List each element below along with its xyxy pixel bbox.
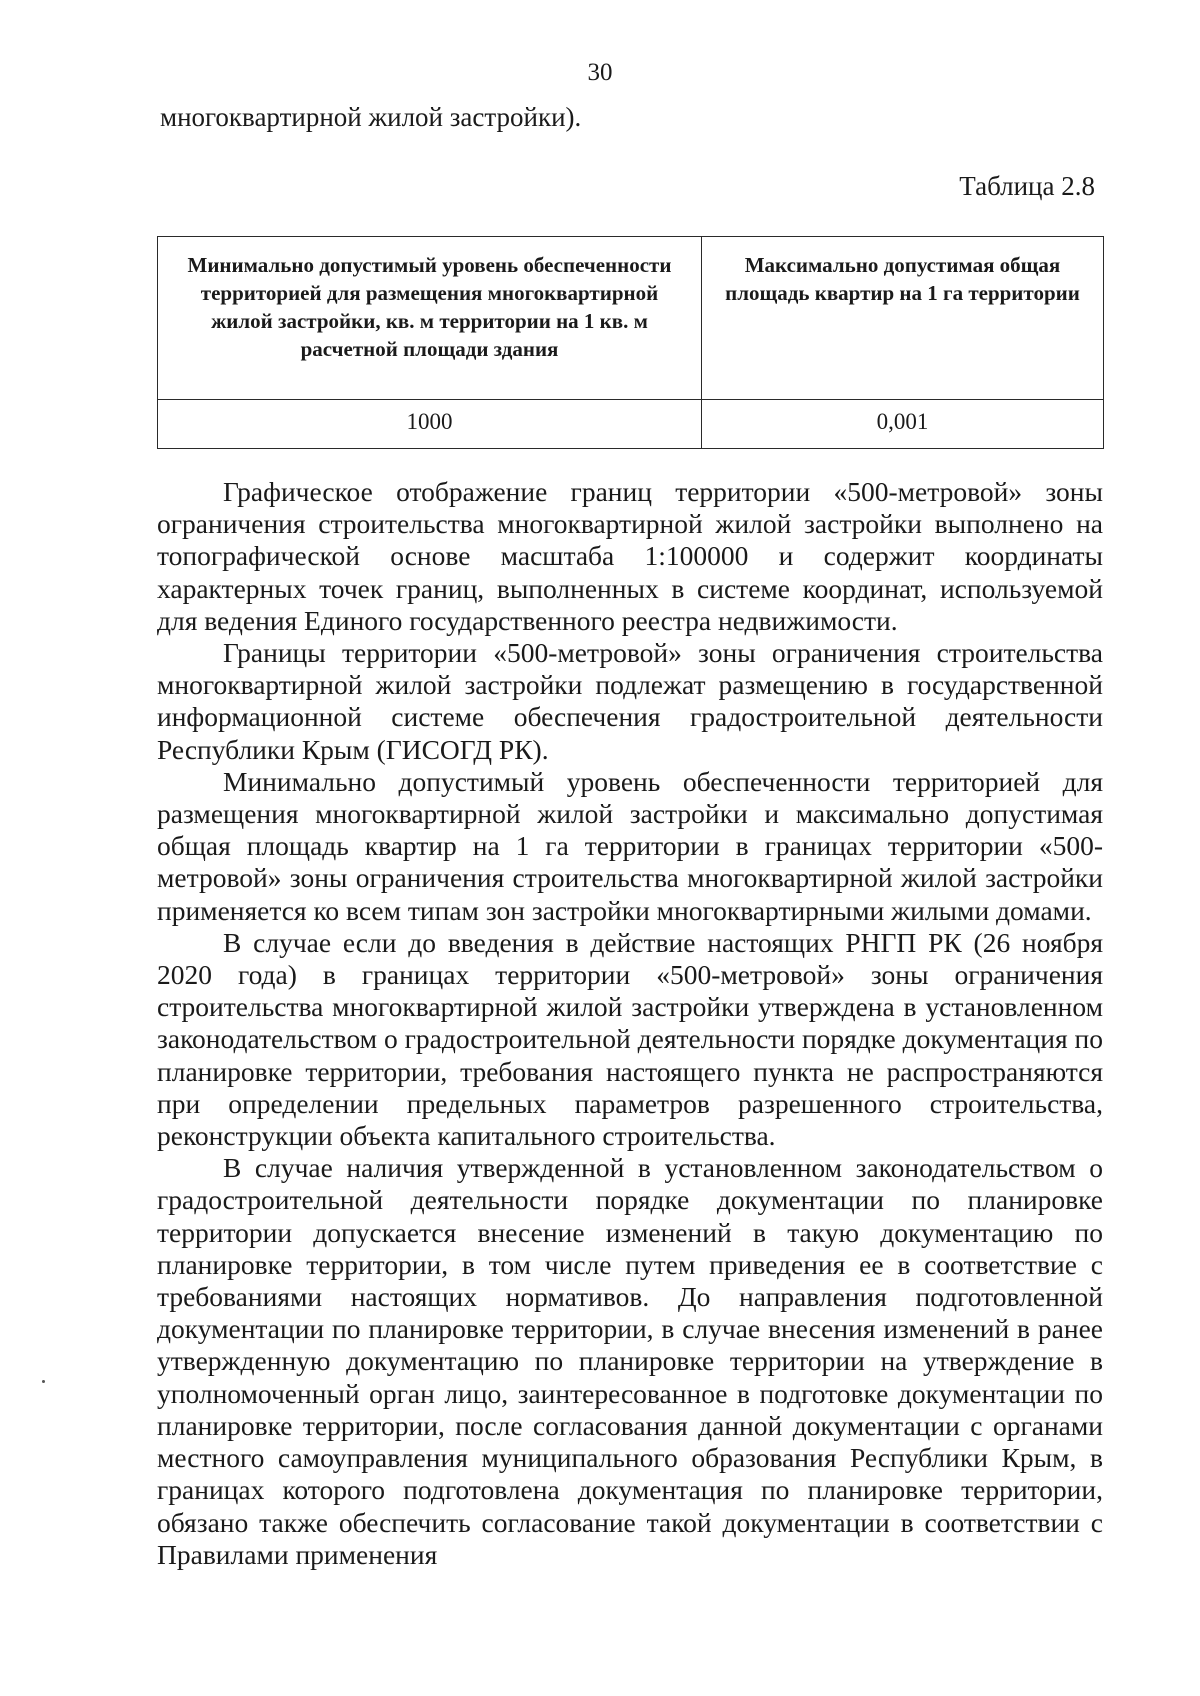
table-header-max-area: Максимально допустимая общая площадь квартир на 1 га территории <box>702 237 1104 400</box>
table-cell-max-area: 0,001 <box>702 400 1104 449</box>
table-header-row <box>158 237 1104 400</box>
table-header-min-provision: Минимально допустимый уровень обеспеченности территорией для размещения многоквартирной жилой застройки, кв. м территории на 1 кв. м расчетной площади здания <box>158 237 702 400</box>
page-number: 30 <box>587 59 613 86</box>
paragraph: Графическое отображение границ территории «500-метровой» зоны ограничения строительства многоквартирной жилой застройки выполнено на топографической основе масштаба 1:100000 и содержит координаты характерных точек границ, выполненных в системе координат, используемой для ведения Единого государственного реестра недвижимости. <box>157 476 1103 636</box>
continuation-text: многоквартирной жилой застройки). <box>160 102 582 132</box>
paragraph: В случае наличия утвержденной в установленном законодательством о градостроительной деятельности порядке документации по планировке территории допускается внесение изменений в такую документацию по планировке территории, в том числе путем приведения ее в соответствие с требованиями настоящих нормативов. До направления подготовленной документации по планировке территории, в случае внесения изменений в ранее утвержденную документацию по планировке территории на утверждение в уполномоченный орган лицо, заинтересованное в подготовке документации по планировке территории, после согласования данной документации с органами местного самоуправления муниципального образования Республики Крым, в границах которого подготовлена документация по планировке территории, обязано также обеспечить согласование такой документации в соответствии с Правилами применения <box>157 1152 1103 1570</box>
table-caption: Таблица 2.8 <box>959 171 1095 201</box>
body-text <box>157 476 1103 1571</box>
standards-table <box>157 236 1104 449</box>
paragraph: Границы территории «500-метровой» зоны ограничения строительства многоквартирной жилой застройки подлежат размещению в государственной информационной системе обеспечения градостроительной деятельности Республики Крым (ГИСОГД РК). <box>157 637 1103 765</box>
table-cell-min-provision: 1000 <box>158 400 702 449</box>
table-row <box>158 400 1104 449</box>
paragraph: Минимально допустимый уровень обеспеченности территорией для размещения многоквартирной жилой застройки и максимально допустимая общая площадь квартир на 1 га территории в границах территории «500-метровой» зоны ограничения строительства многоквартирной жилой застройки применяется ко всем типам зон застройки многоквартирными жилыми домами. <box>157 765 1103 926</box>
scan-speck <box>42 1380 45 1383</box>
paragraph: В случае если до введения в действие настоящих РНГП РК (26 ноября 2020 года) в границах территории «500-метровой» зоны ограничения строительства многоквартирной жилой застройки утверждена в установленном законодательством о градостроительной деятельности порядке документация по планировке территории, требования настоящего пункта не распространяются при определении предельных параметров разрешенного строительства, реконструкции объекта капитального строительства. <box>157 926 1103 1152</box>
